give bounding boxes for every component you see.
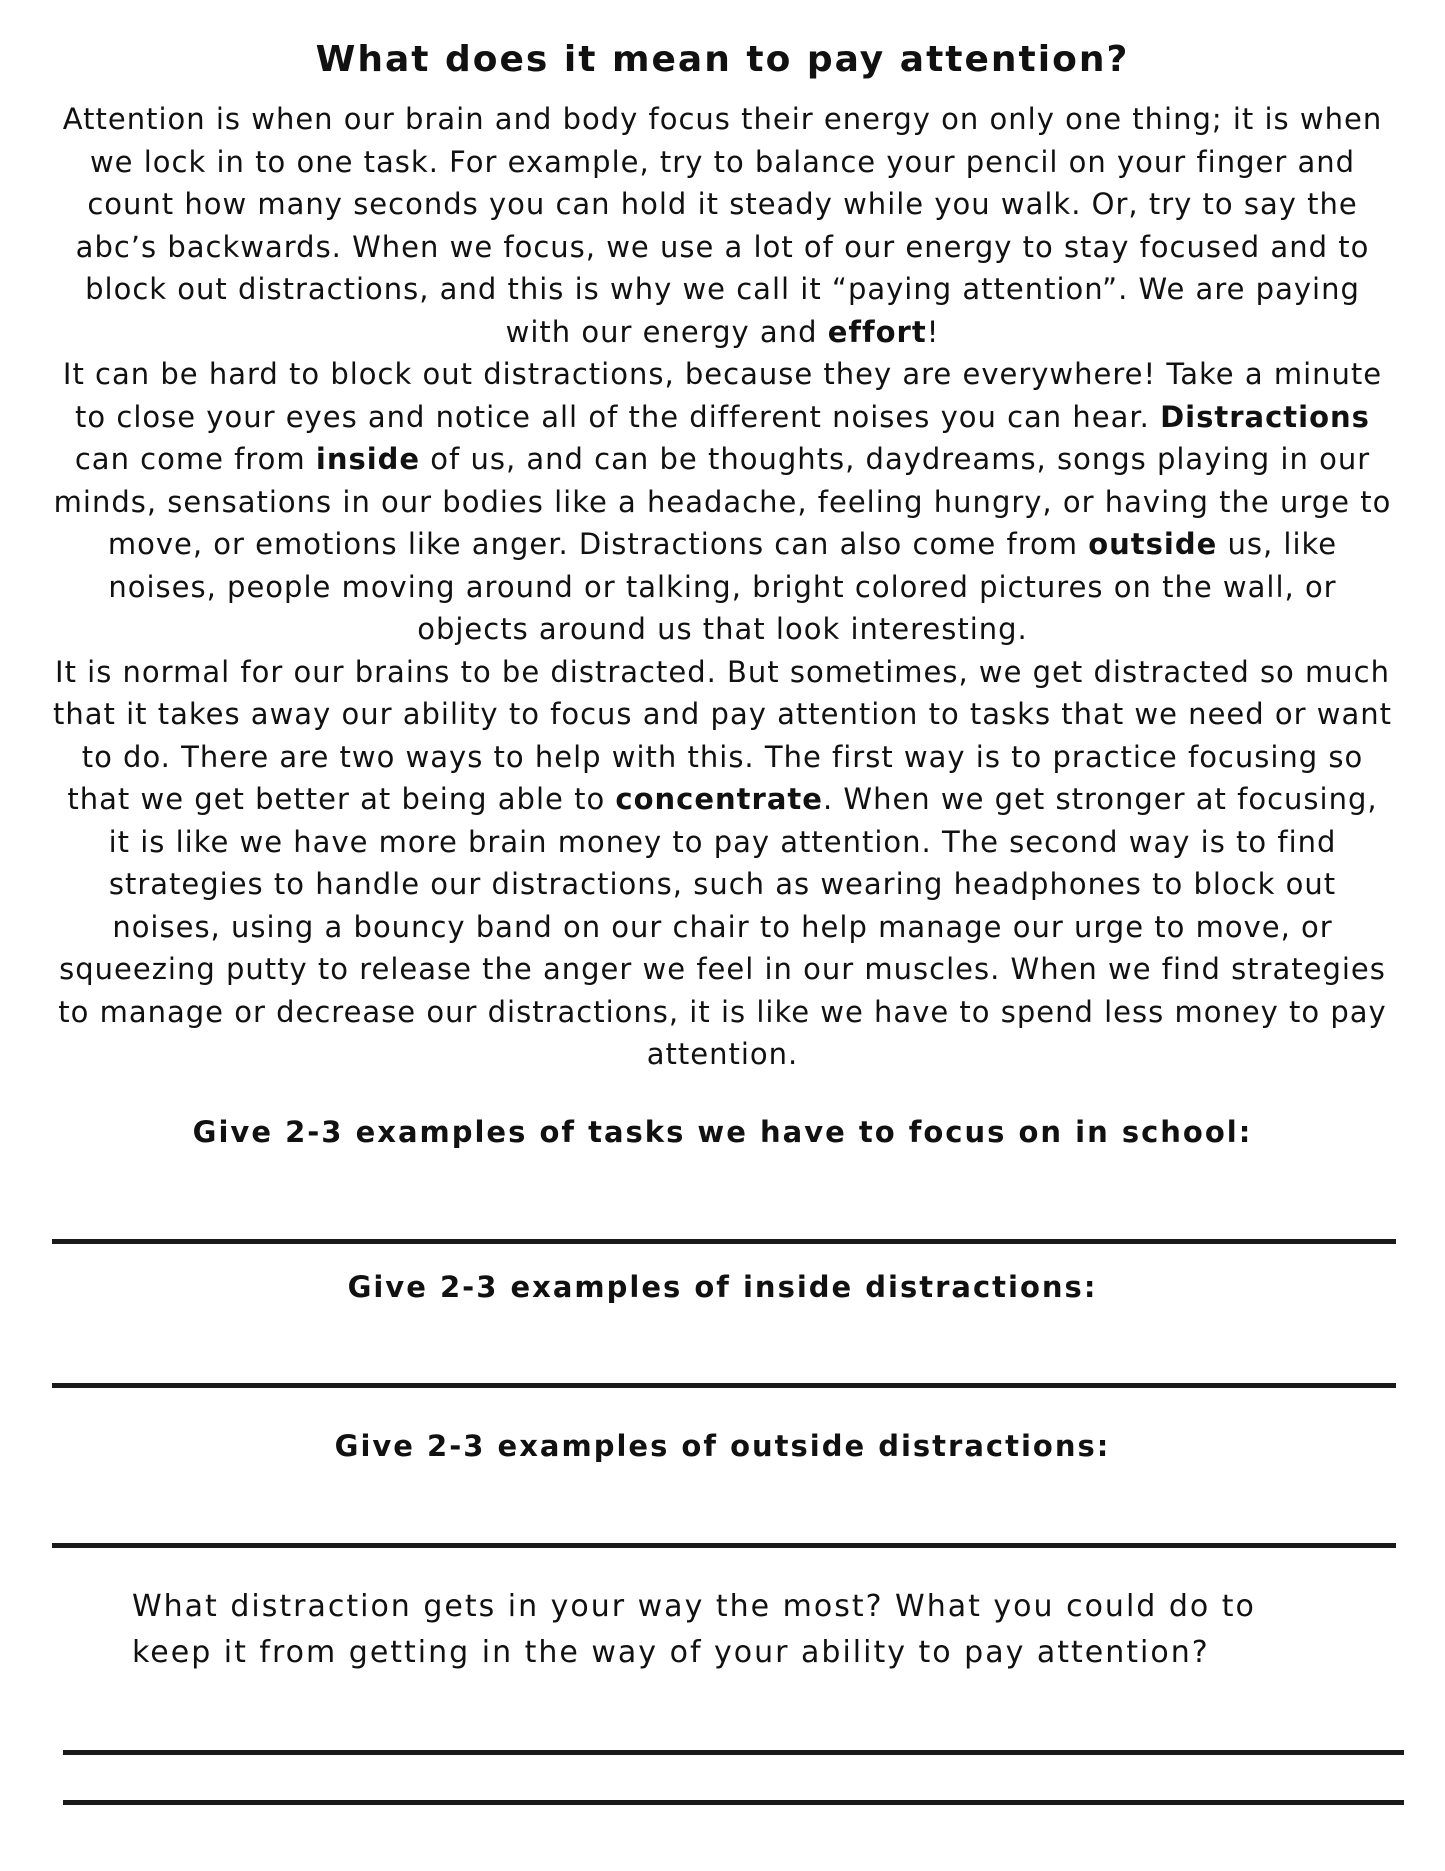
bold-term: effort [827,314,927,349]
final-question [132,1584,1332,1676]
text-run: It is normal for our brains to be distracted. But sometimes, we get distracted so much that it takes away our ability to focus and pay attention to tasks that we need or want to do. There are two ways to help with this. The first way is to practice focusing so that we get better at being able to [52,654,1392,816]
text-run: It can be hard to block out distractions, because they are everywhere! Take a minute to close your eyes and notice all of the different noises you can hear. [62,357,1383,434]
text-run: us, like noises, people moving around or talking, bright colored pictures on the wall, or objects around us that look interesting. [108,527,1338,646]
answer-line-final-1[interactable] [63,1750,1404,1755]
final-question-line-1: What distraction gets in your way the most? What you could do to [132,1589,1256,1624]
answer-line-outside-distractions[interactable] [52,1543,1396,1548]
bold-term: concentrate [615,782,823,816]
text-run: . When we get stronger at focusing, it is like we have more brain money to pay attention. The second way is to find strategies to handle our distractions, such as wearing headphones to block out noises, using a bouncy band on our chair to help manage our urge to move, or squeezing putty to release the anger we feel in our muscles. When we find strategies to manage or decrease our distractions, it is like we have to spend less money to pay attention. [58,782,1387,1071]
text-run: Attention is when our brain and body focus their energy on only one thing; it is when we lock in to one task. For example, try to balance your pencil on your finger and count how many seconds you can hold it steady while you walk. Or, try to say the abc’s backwards. When we focus, we use a lot of our energy to stay focused and to block out distractions, and this is why we call it “paying attention”. We are paying with our energy and [62,102,1383,349]
answer-line-final-2[interactable] [63,1800,1404,1805]
final-question-line-2: keep it from getting in the way of your ability to pay attention? [132,1635,1210,1670]
paragraph-distractions [52,353,1393,651]
prompt-inside-distractions: Give 2-3 examples of inside distractions: [347,1270,1098,1304]
text-run: of us, and can be thoughts, daydreams, songs playing in our minds, sensations in our bodies like a headache, feeling hungry, or having the urge to move, or emotions like anger. Distractions can also come from [53,442,1392,561]
prompt-outside-distractions: Give 2-3 examples of outside distractions: [334,1429,1111,1463]
answer-line-inside-distractions[interactable] [52,1383,1396,1388]
page-title: What does it mean to pay attention? [315,39,1130,80]
text-run: can come from [74,442,316,476]
bold-term: Distractions [1160,399,1370,434]
body-text [52,98,1393,1076]
paragraph-attention [52,98,1393,353]
bold-term: inside [315,442,421,476]
prompt-tasks: Give 2-3 examples of tasks we have to focus on in school: [192,1115,1253,1149]
answer-line-tasks[interactable] [52,1239,1396,1244]
bold-term: outside [1088,527,1218,561]
text-run: ! [926,314,940,349]
paragraph-strategies [52,651,1393,1076]
